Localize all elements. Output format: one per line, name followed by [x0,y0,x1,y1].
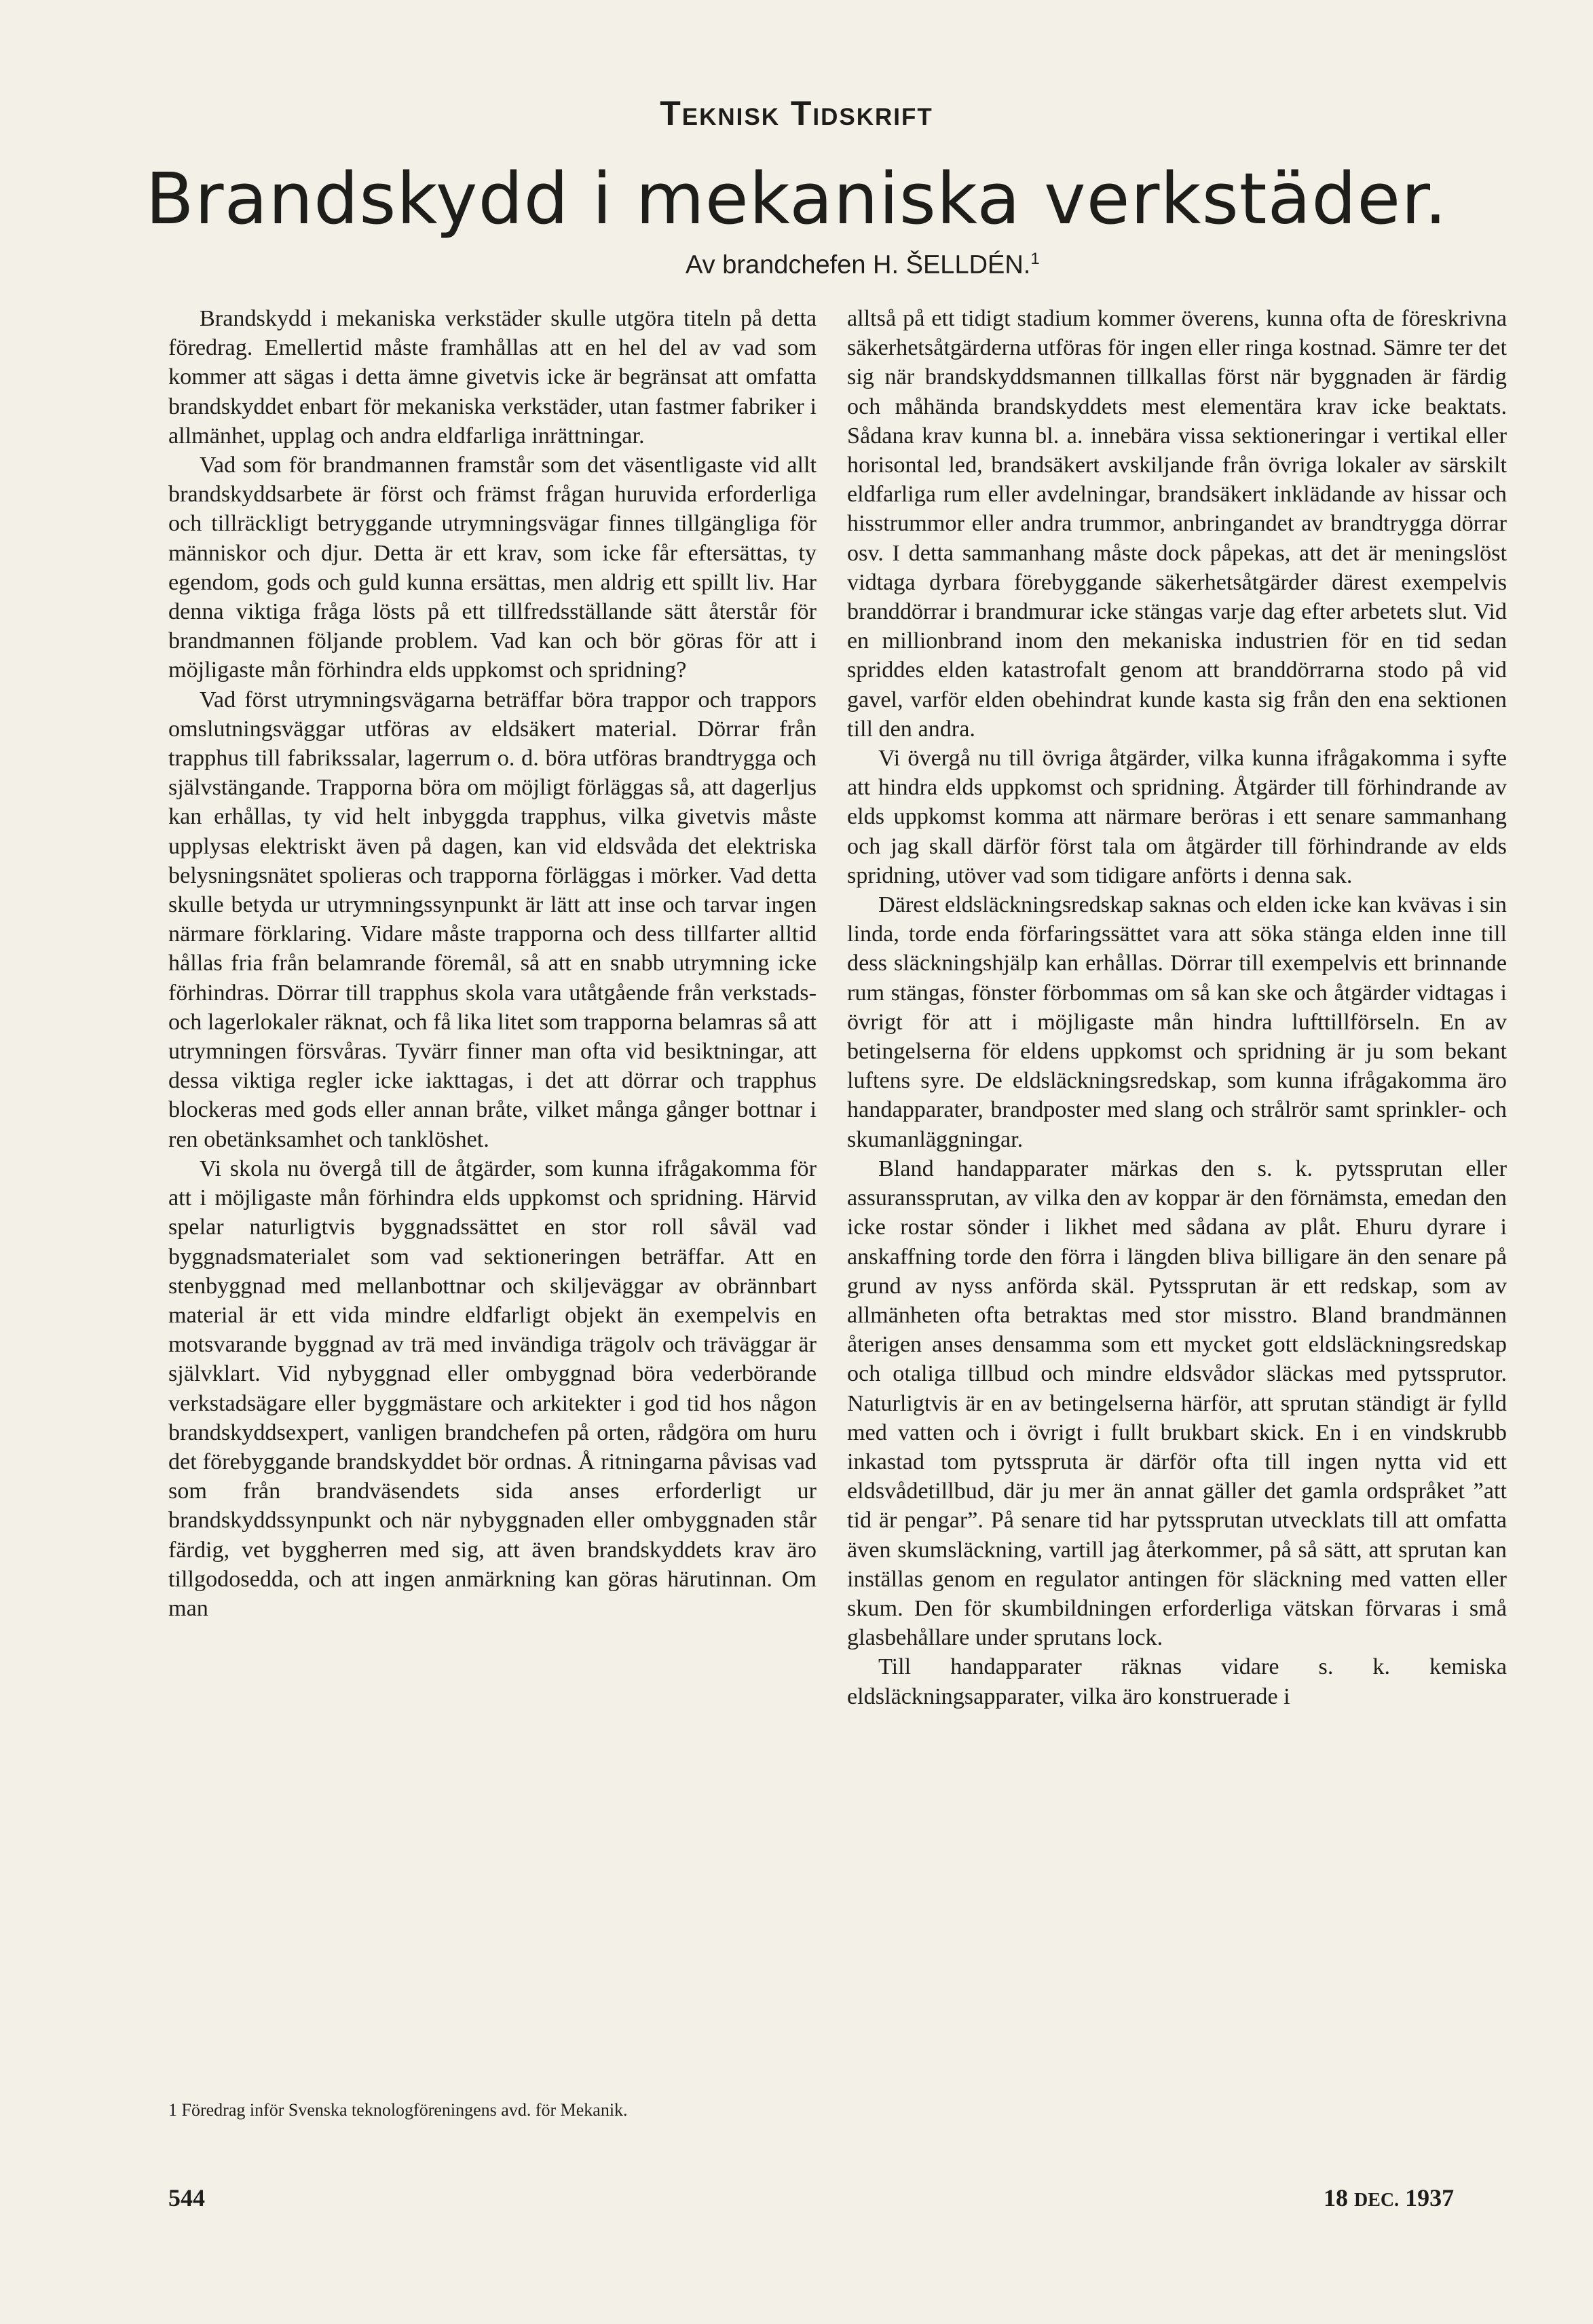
byline-footnote-marker: 1 [1030,250,1040,268]
footnote: 1 Föredrag inför Svenska teknologföreningens avd. för Mekanik. [168,2100,628,2120]
paragraph: Därest eldsläckningsredskap saknas och elden icke kan kvävas i sin linda, torde enda förfaringssättet vara att söka stänga elden inne till dess släckningshjälp kan erhållas. Dörrar till exempelvis ett brinnande rum stängas, fönster förbommas om så kan ske och åtgärder vidtagas i övrigt för att i möjligaste mån hindra lufttillförseln. En av betingelserna för eldens uppkomst och spridning är ju som bekant luftens syre. De eldsläckningsredskap, som kunna ifrågakomma äro handapparater, brandposter med slang och strålrör samt sprinkler- och skumanläggningar. [847,892,1507,1152]
date-month: DEC. [1354,2190,1400,2211]
paragraph: Brandskydd i mekaniska verkstäder skulle utgöra titeln på detta föredrag. Emellertid måste framhållas att en hel del av vad som kommer att sägas i detta ämne givetvis icke är begränsat att omfatta brandskyddet enbart för mekaniska verkstäder, utan fastmer fabriker i allmänhet, upplag och andra eldfarliga inrättningar. [168,306,817,449]
paragraph: alltså på ett tidigt stadium kommer överens, kunna ofta de föreskrivna säkerhetsåtgärderna utföras för ingen eller ringa kostnad. Sämre ter det sig när brandskyddsmannen tillkallas först när byggnaden är färdig och måhända brandskyddets mest elementära krav icke beaktats. Sådana krav kunna bl. a. innebära vissa sektioneringar i vertikal eller horisontal led, brandsäkert avskiljande från övriga lokaler av särskilt eldfarliga rum eller avdelningar, brandsäkert inklädande av hissar och hisstrummor eller andra trummor, anbringandet av brandtrygga dörrar osv. I detta sammanhang måste dock påpekas, att det är meningslöst vidtaga dyrbara förebyggande säkerhetsåtgärder därest exempelvis branddörrar i brandmurar icke stängas varje dag efter arbetets slut. Vid en millionbrand inom den mekaniska industrien för en tid sedan spriddes elden katastrofalt genom att branddörrarna stodo på vid gavel, varför elden obehindrat kunde kasta sig från den ena sektionen till den andra. [847,306,1507,742]
paragraph: Vad först utrymningsvägarna beträffar böra trappor och trappors omslutningsväggar utföras av eldsäkert material. Dörrar från trapphus till fabrikssalar, lagerrum o. d. böra utföras brandtrygga och självstängande. Trapporna böra om möjligt förläggas så, att dagerljus kan erhållas, ty vid helt inbyggda trapphus, vilka givetvis måste upplysas elektriskt även på dagen, kan vid eldsvåda det elektriska belysningsnätet spolieras och trapporna förläggas i mörker. Vad detta skulle betyda ur utrymningssynpunkt är lätt att inse och tarvar ingen närmare förklaring. Vidare måste trapporna och dess tillfarter alltid hållas fria från belamrande föremål, så att en snabb utrymning icke förhindras. Dörrar till trapphus skola vara utåtgående från verkstads- och lagerlokaler räknat, och få lika litet som trapporna belamras så att utrymningen försvåras. Tyvärr finner man ofta vid besiktningar, att dessa viktiga regler icke iakttagas, i det att dörrar och trapphus blockeras med gods eller annan bråte, vilket många gånger bottnar i ren obetänksamhet och tanklöshet. [168,687,817,1152]
article-title: Brandskydd i mekaniska verkstäder. [145,157,1448,240]
byline-text: Av brandchefen H. ŠELLDÉN. [686,250,1031,280]
article-byline [686,250,1161,280]
journal-name: Teknisk Tidskrift [660,94,933,132]
date-day: 18 [1324,2184,1348,2211]
paragraph: Vad som för brandmannen framstår som det väsentligaste vid allt brandskyddsarbete är först och främst frågan huruvida erforderliga och tillräckligt betryggande utrymningsvägar finnes tillgängliga för människor och djur. Detta är ett krav, som icke får eftersättas, ty egendom, gods och guld kunna ersättas, men aldrig ett spillt liv. Har denna viktiga fråga lösts på ett tillfredsställande sätt återstår för brandmannen följande problem. Vad kan och bör göras för att i möjligaste mån förhindra elds uppkomst och spridning? [168,453,817,683]
paragraph: Bland handapparater märkas den s. k. pytssprutan eller assuranssprutan, av vilka den av koppar är den förnämsta, emedan den icke rostar sönder i likhet med sådana av plåt. Ehuru dyrare i anskaffning torde den förra i längden bliva billigare än den senare på grund av nyss anförda skäl. Pytssprutan är ett redskap, som av allmänheten ofta betraktas med stor misstro. Bland brandmännen återigen anses densamma som ett mycket gott eldsläckningsredskap och otaliga tillbud och mindre eldsvådor släckas med pytssprutor. Naturligtvis är en av betingelserna härför, att sprutan ständigt är fylld med vatten och i övrigt i fullt brukbart skick. En i en vindskrubb inkastad tom pytsspruta är därför ofta till ingen nytta vid ett eldsvådetillbud, där ju mer än annat gäller det gamla ordspråket ”att tid är pengar”. På senare tid har pytssprutan utvecklats till att omfatta även skumsläckning, vartill jag återkommer, på så sätt, att sprutan kan inställas genom en regulator antingen för släckning med vatten eller skum. Den för skumbildningen erforderliga vätskan förvaras i små glasbehållare under sprutans lock. [847,1156,1507,1651]
paragraph: Till handapparater räknas vidare s. k. kemiska eldsläckningsapparater, vilka äro konstruerade i [847,1654,1507,1709]
issue-date [1324,2184,1454,2212]
paragraph: Vi övergå nu till övriga åtgärder, vilka kunna ifrågakomma i syfte att hindra elds uppkomst och spridning. Åtgärder till förhindrande av elds uppkomst komma att närmare beröras i ett senare sammanhang och jag skall därför först tala om åtgärder till förhindrande av elds spridning, utöver vad som tidigare anförts i denna sak. [847,746,1507,888]
page-number: 544 [168,2184,205,2211]
paragraph: Vi skola nu övergå till de åtgärder, som kunna ifrågakomma för att i möjligaste mån förhindra elds uppkomst och spridning. Härvid spelar naturligtvis byggnadssättet en stor roll såväl vad byggnadsmaterialet som vad sektioneringen beträffar. Att en stenbyggnad med mellanbottnar och skiljeväggar av obrännbart material är ett vida mindre eldfarligt objekt än exempelvis en motsvarande byggnad av trä med invändiga trägolv och träväggar är självklart. Vid nybyggnad eller ombyggnad böra vederbörande verkstadsägare eller byggmästare och arkitekter i god tid hos någon brandskyddsexpert, vanligen brandchefen på orten, rådgöra om huru det förebyggande brandskyddet bör ordnas. Å ritningarna påvisas vad som från brandväsendets sida anses erforderligt ur brandskyddssynpunkt och när nybyggnaden eller ombyggnaden står färdig, vet byggherren med sig, att även brandskyddets krav äro tillgodosedda, och att ingen anmärkning kan göras härutinnan. Om man [168,1156,817,1621]
date-year: 1937 [1405,2184,1455,2211]
right-column [847,304,1507,1711]
left-column [168,304,817,1623]
